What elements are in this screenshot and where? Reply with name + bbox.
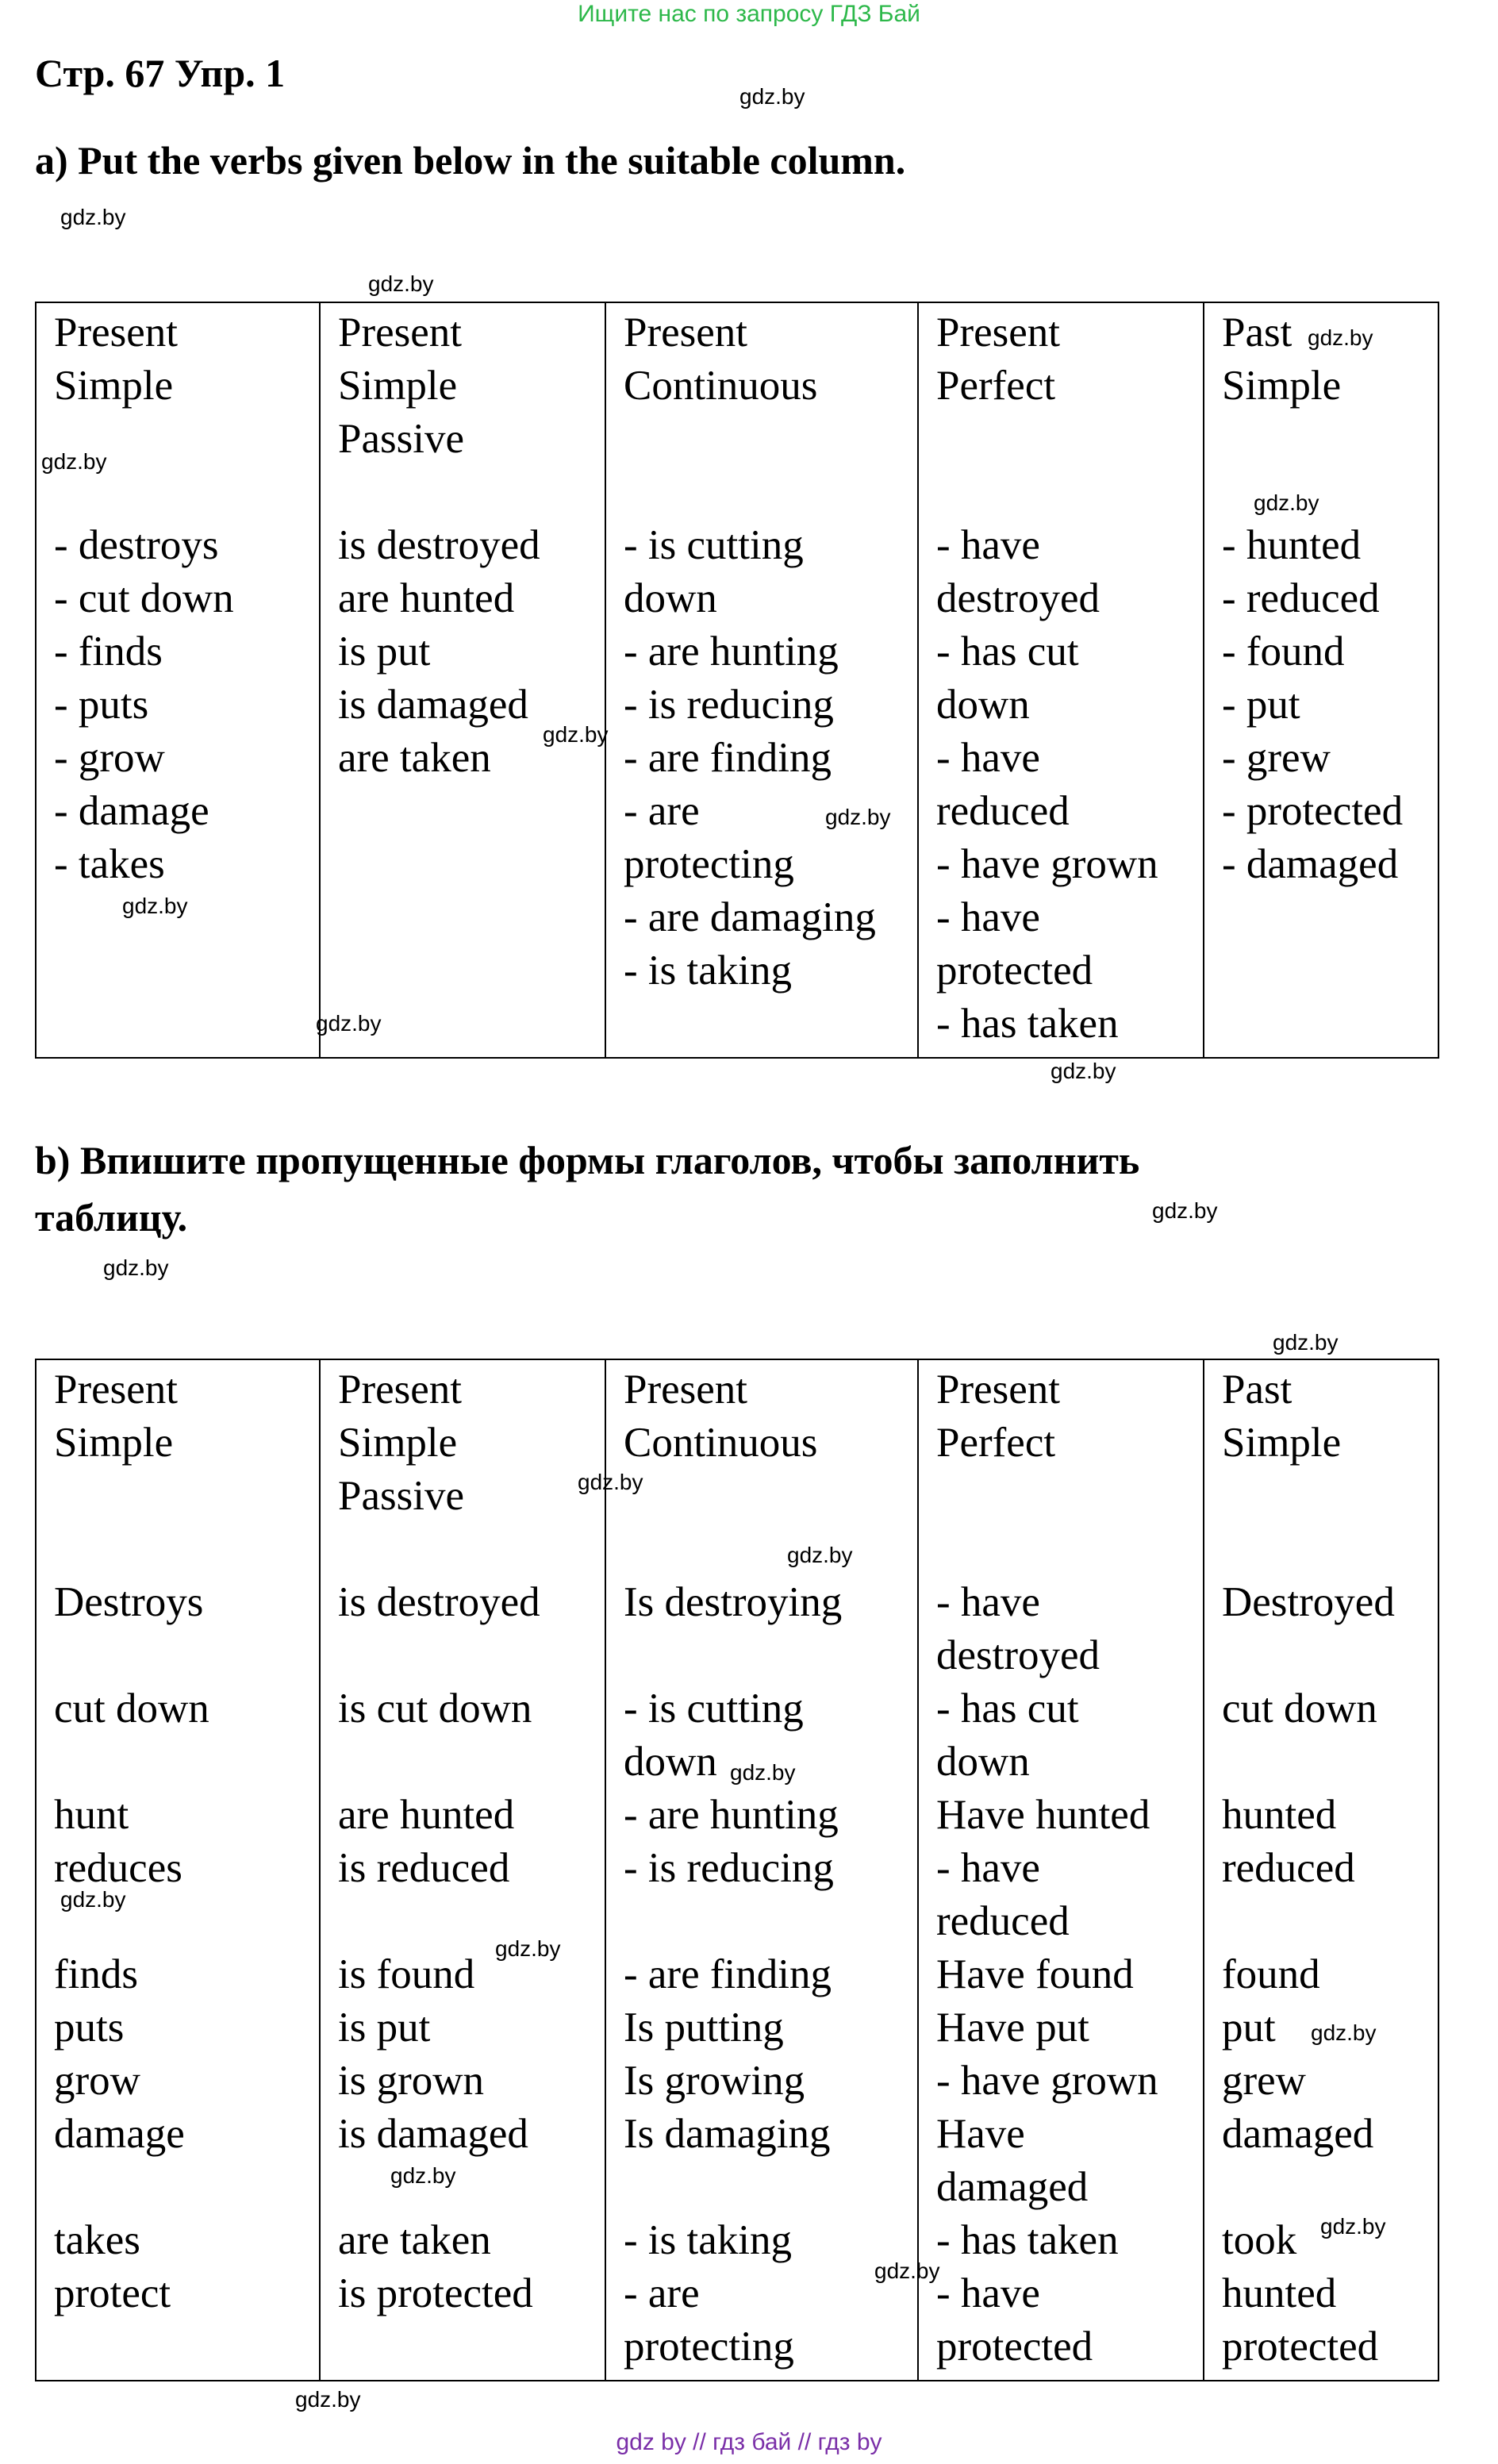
watermark: gdz.by <box>1254 490 1319 515</box>
verb-form: puts <box>54 2005 125 2051</box>
table-cell <box>320 1359 605 2381</box>
verb-form: - damaged <box>1222 841 1399 887</box>
verb-form: is found <box>338 1951 475 1997</box>
spacer <box>54 1629 311 1682</box>
verb-form: is protected <box>338 2270 533 2316</box>
verb-form: cut down <box>54 1686 209 1732</box>
verb-form: Have <box>936 2111 1025 2157</box>
verb-form: - have grown <box>936 2058 1158 2104</box>
verb-form: is cut down <box>338 1686 532 1732</box>
table-a <box>35 302 1439 1059</box>
verb-form: grow <box>54 2058 140 2104</box>
verb-form: - has cut <box>936 1686 1079 1732</box>
verb-form: protecting <box>624 2324 794 2370</box>
verb-form: Have hunted <box>936 1792 1150 1838</box>
verb-form: is reduced <box>338 1845 510 1891</box>
table-cell <box>36 1359 320 2381</box>
table-cell <box>36 302 320 1058</box>
watermark: gdz.by <box>1308 325 1373 350</box>
verb-form: - is cutting <box>624 1686 804 1732</box>
cell-entries <box>624 519 909 998</box>
header-line: Simple <box>54 1420 174 1466</box>
header-line: Present <box>54 309 179 356</box>
verb-form: finds <box>54 1951 138 1997</box>
verb-form: are hunted <box>338 1792 515 1838</box>
spacer <box>338 2161 597 2214</box>
cell-entries <box>1222 1576 1430 2374</box>
verb-form: grew <box>1222 2058 1306 2104</box>
header-line: Simple <box>54 363 174 409</box>
header-line: Continuous <box>624 363 818 409</box>
header-line: Simple <box>338 363 458 409</box>
task-a-heading: a) Put the verbs given below in the suitable column. <box>35 138 906 183</box>
verb-form: - put <box>1222 682 1300 728</box>
spacer <box>624 1470 909 1523</box>
verb-form: - have <box>936 522 1040 568</box>
verb-form: damaged <box>1222 2111 1374 2157</box>
header-line: Simple <box>1222 1420 1342 1466</box>
verb-form: - is cutting <box>624 522 804 568</box>
cell-entries <box>624 1576 909 2374</box>
watermark: gdz.by <box>1311 2020 1377 2045</box>
spacer <box>624 1629 909 1682</box>
verb-form: - are damaging <box>624 894 876 940</box>
verb-form: - found <box>1222 628 1345 675</box>
header-line: Simple <box>1222 363 1342 409</box>
verb-form: - protected <box>1222 788 1404 834</box>
verb-form: - grow <box>54 735 165 781</box>
table-cell <box>605 302 918 1058</box>
verb-form: takes <box>54 2217 140 2263</box>
watermark: gdz.by <box>739 84 805 109</box>
verb-form: - has taken <box>936 1001 1119 1047</box>
verb-form: - destroys <box>54 522 219 568</box>
verb-form: protecting <box>624 841 794 887</box>
verb-form: down <box>624 1739 717 1785</box>
watermark: gdz.by <box>1051 1059 1116 1083</box>
verb-form: Destroys <box>54 1579 204 1625</box>
verb-form: - have <box>936 894 1040 940</box>
verb-form: - are hunting <box>624 1792 839 1838</box>
top-banner: Ищите нас по запросу ГДЗ Бай <box>578 1 920 27</box>
task-b-heading-line2: таблицу. <box>35 1195 188 1240</box>
verb-form: cut down <box>1222 1686 1377 1732</box>
spacer <box>338 1629 597 1682</box>
watermark: gdz.by <box>103 1255 169 1280</box>
verb-form: - finds <box>54 628 163 675</box>
verb-form: is damaged <box>338 2111 528 2157</box>
watermark: gdz.by <box>825 805 891 829</box>
verb-form: reduces <box>54 1845 182 1891</box>
column-header <box>54 1363 311 1523</box>
spacer <box>936 413 1195 466</box>
watermark: gdz.by <box>578 1470 643 1494</box>
table-b <box>35 1359 1439 2381</box>
table-row <box>36 302 1438 1058</box>
header-line: Passive <box>338 1473 464 1519</box>
verb-form: reduced <box>936 1898 1070 1944</box>
watermark: gdz.by <box>316 1011 382 1036</box>
header-line: Present <box>624 1367 748 1413</box>
table-cell <box>605 1359 918 2381</box>
verb-form: - grew <box>1222 735 1331 781</box>
watermark: gdz.by <box>1320 2214 1386 2239</box>
verb-form: - is reducing <box>624 1845 834 1891</box>
verb-form: - is taking <box>624 2217 792 2263</box>
spacer <box>1222 2161 1430 2214</box>
task-b-heading-line1: b) Впишите пропущенные формы глаголов, чтобы заполнить <box>35 1138 1140 1182</box>
verb-form: hunted <box>1222 2270 1337 2316</box>
cell-entries <box>54 519 311 891</box>
verb-form: - has taken <box>936 2217 1119 2263</box>
header-line: Present <box>338 309 463 356</box>
verb-form: is destroyed <box>338 1579 540 1625</box>
footer-links: gdz by // гдз бай // гдз by <box>616 2429 882 2455</box>
spacer <box>1222 1629 1430 1682</box>
spacer <box>54 1736 311 1789</box>
column-header <box>54 306 311 466</box>
verb-form: hunted <box>1222 1792 1337 1838</box>
header-line: Continuous <box>624 1420 818 1466</box>
verb-form: down <box>624 575 717 621</box>
column-header <box>936 306 1195 466</box>
header-line: Present <box>54 1367 179 1413</box>
table-cell <box>1204 302 1438 1058</box>
watermark: gdz.by <box>368 271 434 296</box>
column-header <box>624 1363 909 1523</box>
watermark: gdz.by <box>1152 1198 1218 1223</box>
verb-form: protected <box>936 948 1093 994</box>
verb-form: damage <box>54 2111 185 2157</box>
header-line: Present <box>936 309 1061 356</box>
verb-form: reduced <box>936 788 1070 834</box>
verb-form: Have found <box>936 1951 1134 1997</box>
spacer <box>1222 1736 1430 1789</box>
watermark: gdz.by <box>60 205 126 229</box>
table-cell <box>918 302 1204 1058</box>
verb-form: - have grown <box>936 841 1158 887</box>
header-line: Simple <box>338 1420 458 1466</box>
verb-form: are taken <box>338 735 491 781</box>
verb-form: hunt <box>54 1792 129 1838</box>
cell-entries <box>936 1576 1195 2374</box>
verb-form: Is putting <box>624 2005 784 2051</box>
watermark: gdz.by <box>122 894 188 918</box>
verb-form: is destroyed <box>338 522 540 568</box>
verb-form: - reduced <box>1222 575 1380 621</box>
column-header <box>1222 1363 1430 1523</box>
verb-form: - are <box>624 2270 700 2316</box>
verb-form: - have <box>936 2270 1040 2316</box>
verb-form: are hunted <box>338 575 515 621</box>
watermark: gdz.by <box>1273 1330 1339 1355</box>
verb-form: found <box>1222 1951 1320 1997</box>
verb-form: Have put <box>936 2005 1089 2051</box>
verb-form: Destroyed <box>1222 1579 1395 1625</box>
watermark: gdz.by <box>41 449 107 474</box>
watermark: gdz.by <box>874 2258 940 2283</box>
cell-entries <box>1222 519 1430 891</box>
spacer <box>1222 1895 1430 1948</box>
header-line: Perfect <box>936 363 1056 409</box>
verb-form: down <box>936 682 1030 728</box>
column-header <box>338 1363 597 1523</box>
spacer <box>54 1470 311 1523</box>
verb-form: reduced <box>1222 1845 1355 1891</box>
table-row <box>36 1359 1438 2381</box>
verb-form: - have <box>936 1579 1040 1625</box>
spacer <box>624 1895 909 1948</box>
verb-form: is damaged <box>338 682 528 728</box>
header-line: Present <box>338 1367 463 1413</box>
header-line: Past <box>1222 309 1293 356</box>
header-line: Present <box>624 309 748 356</box>
watermark: gdz.by <box>787 1543 853 1567</box>
verb-form: Is growing <box>624 2058 805 2104</box>
verb-form: - are finding <box>624 1951 832 1997</box>
spacer <box>54 2161 311 2214</box>
spacer <box>1222 413 1430 466</box>
verb-form: - is taking <box>624 948 792 994</box>
verb-form: - are finding <box>624 735 832 781</box>
verb-form: is grown <box>338 2058 485 2104</box>
spacer <box>624 413 909 466</box>
verb-form: destroyed <box>936 575 1100 621</box>
verb-form: destroyed <box>936 1632 1100 1678</box>
header-line: Past <box>1222 1367 1293 1413</box>
verb-form: Is damaging <box>624 2111 831 2157</box>
cell-entries <box>936 519 1195 1051</box>
watermark: gdz.by <box>295 2387 361 2412</box>
watermark: gdz.by <box>495 1936 561 1961</box>
table-cell <box>918 1359 1204 2381</box>
verb-form: protected <box>1222 2324 1379 2370</box>
spacer <box>936 1470 1195 1523</box>
spacer <box>1222 1470 1430 1523</box>
verb-form: are taken <box>338 2217 491 2263</box>
verb-form: - is reducing <box>624 682 834 728</box>
cell-entries <box>54 1576 311 2320</box>
verb-form: down <box>936 1739 1030 1785</box>
header-line: Passive <box>338 416 464 462</box>
column-header <box>624 306 909 466</box>
watermark: gdz.by <box>390 2163 456 2188</box>
verb-form: protected <box>936 2324 1093 2370</box>
verb-form: - are <box>624 788 700 834</box>
spacer <box>624 2161 909 2214</box>
table-cell <box>320 302 605 1058</box>
watermark: gdz.by <box>60 1887 126 1912</box>
verb-form: is put <box>338 628 431 675</box>
header-line: Present <box>936 1367 1061 1413</box>
verb-form: - puts <box>54 682 149 728</box>
verb-form: - have <box>936 735 1040 781</box>
verb-form: - are hunting <box>624 628 839 675</box>
verb-form: - takes <box>54 841 165 887</box>
column-header <box>338 306 597 466</box>
verb-form: - have <box>936 1845 1040 1891</box>
watermark: gdz.by <box>543 722 609 747</box>
verb-form: - has cut <box>936 628 1079 675</box>
verb-form: took <box>1222 2217 1297 2263</box>
verb-form: protect <box>54 2270 171 2316</box>
watermark: gdz.by <box>730 1760 796 1785</box>
verb-form: - cut down <box>54 575 234 621</box>
verb-form: - hunted <box>1222 522 1362 568</box>
verb-form: is put <box>338 2005 431 2051</box>
verb-form: Is destroying <box>624 1579 843 1625</box>
header-line: Perfect <box>936 1420 1056 1466</box>
verb-form: put <box>1222 2005 1276 2051</box>
page-title: Стр. 67 Упр. 1 <box>35 51 286 95</box>
column-header <box>936 1363 1195 1523</box>
spacer <box>338 1736 597 1789</box>
verb-form: damaged <box>936 2164 1089 2210</box>
verb-form: - damage <box>54 788 209 834</box>
